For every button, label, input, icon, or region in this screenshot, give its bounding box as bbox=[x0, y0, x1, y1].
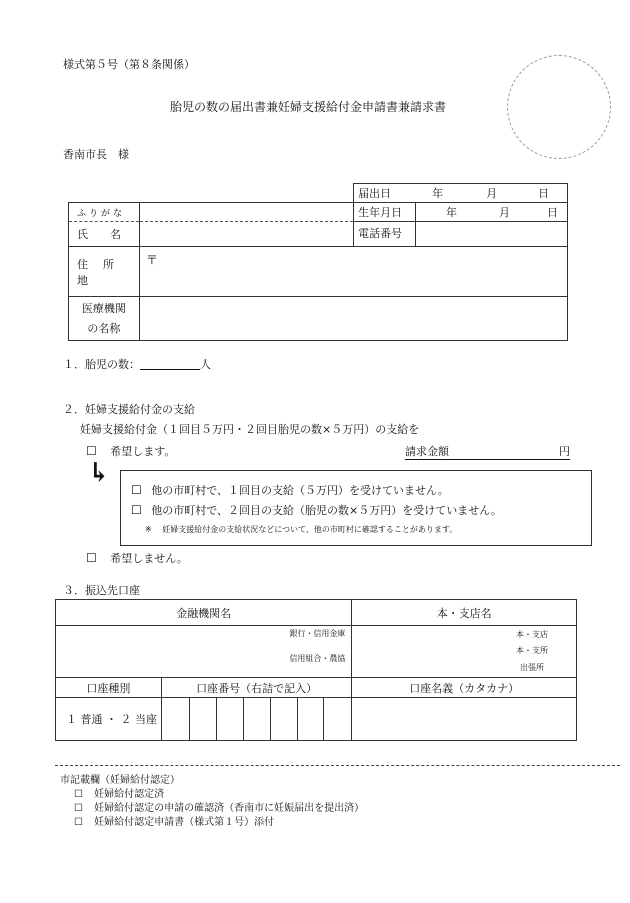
condition-1-checkbox[interactable]: ☐ bbox=[131, 483, 142, 497]
account-digit-5[interactable] bbox=[270, 698, 297, 741]
account-digit-4[interactable] bbox=[243, 698, 270, 741]
account-holder-header: 口座名義（カタカナ） bbox=[352, 678, 577, 698]
applicant-table bbox=[68, 183, 568, 341]
office-item-1-text: 妊婦給付認定済 bbox=[94, 789, 165, 800]
note-text: 妊婦支援給付金の支給状況などについて、他の市町村に確認することがあります。 bbox=[162, 525, 458, 534]
account-digit-2[interactable] bbox=[189, 698, 216, 741]
claim-amount-field[interactable] bbox=[405, 443, 570, 460]
wish-yes-row bbox=[86, 443, 175, 459]
office-item-3-text: 妊婦給付認定申請書（様式第１号）添付 bbox=[94, 817, 275, 828]
conditions-box bbox=[120, 470, 592, 546]
office-heading: 市記載欄（妊婦給付認定） bbox=[60, 775, 180, 786]
wish-yes-checkbox[interactable]: ☐ bbox=[86, 444, 97, 458]
condition-2 bbox=[131, 502, 502, 518]
birth-year: 年 bbox=[446, 206, 457, 219]
birth-day: 日 bbox=[547, 206, 558, 219]
bank-name-header: 金融機関名 bbox=[56, 600, 352, 626]
branch-header: 本・支店名 bbox=[352, 600, 577, 626]
office-divider bbox=[55, 765, 620, 766]
date-label: 届出日 bbox=[358, 187, 392, 200]
condition-2-text: 他の市町村で、２回目の支給（胎児の数×５万円）を受けていません。 bbox=[151, 504, 502, 517]
wish-no-checkbox[interactable]: ☐ bbox=[86, 551, 97, 565]
condition-1-text: 他の市町村で、１回目の支給（５万円）を受けていません。 bbox=[151, 484, 449, 497]
account-digit-6[interactable] bbox=[297, 698, 324, 741]
furigana-label: ふりがな bbox=[69, 203, 140, 222]
fetus-count-field[interactable] bbox=[140, 357, 200, 370]
account-type-header: 口座種別 bbox=[56, 678, 162, 698]
form-title: 胎児の数の届出書兼妊婦支援給付金申請書兼請求書 bbox=[170, 100, 447, 114]
claim-amount-label: 請求金額 bbox=[405, 445, 449, 458]
institution-label: 医療機関 の名称 bbox=[69, 297, 140, 341]
postal-mark: 〒 bbox=[145, 253, 158, 267]
office-item-1-checkbox[interactable]: ☐ bbox=[74, 789, 83, 800]
account-type-field[interactable]: １ 普通 ・ ２ 当座 bbox=[56, 698, 162, 741]
account-holder-field[interactable] bbox=[352, 698, 577, 741]
bank-type-2: 信用組合・農協 bbox=[289, 654, 346, 663]
birth-month: 月 bbox=[499, 206, 510, 219]
institution-field[interactable] bbox=[139, 297, 567, 341]
furigana-field[interactable] bbox=[139, 203, 353, 222]
wish-no-label: 希望しません。 bbox=[110, 552, 188, 565]
wish-yes-label: 希望します。 bbox=[110, 445, 176, 458]
fetus-count-row bbox=[63, 356, 211, 372]
office-item-2-text: 妊婦給付認定の申請の確認済（香南市に妊娠届出を提出済） bbox=[94, 803, 365, 814]
arrow-icon: ↳ bbox=[88, 458, 110, 488]
branch-type-1: 本・支店 bbox=[516, 630, 548, 639]
addressee: 香南市長 様 bbox=[63, 148, 129, 161]
bank-name-field[interactable] bbox=[56, 626, 352, 678]
name-field[interactable] bbox=[139, 222, 353, 247]
bank-type-1: 銀行・信用金庫 bbox=[289, 629, 346, 638]
note-mark: ※ bbox=[145, 525, 152, 534]
office-item-3 bbox=[74, 813, 274, 828]
fetus-count-label: １．胎児の数： bbox=[63, 358, 140, 371]
phone-field[interactable] bbox=[416, 222, 568, 247]
date-day: 日 bbox=[538, 187, 550, 200]
fetus-count-unit: 人 bbox=[200, 358, 211, 371]
phone-label: 電話番号 bbox=[354, 222, 416, 247]
birthdate-field[interactable] bbox=[416, 203, 568, 222]
branch-type-3: 出張所 bbox=[520, 663, 544, 672]
name-label: 氏 名 bbox=[69, 222, 140, 247]
address-label: 住 所 地 bbox=[69, 247, 140, 297]
office-item-1 bbox=[74, 785, 164, 800]
date-year: 年 bbox=[432, 187, 444, 200]
account-digit-1[interactable] bbox=[161, 698, 189, 741]
section2-description: 妊婦支援給付金（１回目５万円・２回目胎児の数×５万円）の支給を bbox=[80, 423, 420, 436]
bank-account-table bbox=[55, 599, 577, 741]
yen-label: 円 bbox=[559, 445, 570, 458]
wish-no-row bbox=[86, 550, 188, 566]
date-month: 月 bbox=[486, 187, 498, 200]
date-cell[interactable] bbox=[354, 184, 568, 203]
branch-field[interactable] bbox=[352, 626, 577, 678]
condition-note bbox=[145, 524, 457, 535]
section3-heading: ３．振込先口座 bbox=[63, 584, 140, 597]
account-digit-7[interactable] bbox=[324, 698, 352, 741]
receipt-stamp-area bbox=[507, 55, 611, 159]
office-item-2 bbox=[74, 799, 364, 814]
condition-1 bbox=[131, 482, 449, 498]
address-field[interactable] bbox=[139, 247, 567, 297]
birthdate-label: 生年月日 bbox=[354, 203, 416, 222]
office-item-3-checkbox[interactable]: ☐ bbox=[74, 817, 83, 828]
office-item-2-checkbox[interactable]: ☐ bbox=[74, 803, 83, 814]
branch-type-2: 本・支所 bbox=[516, 646, 548, 655]
section2-heading: ２．妊婦支援給付金の支給 bbox=[63, 403, 195, 416]
account-number-header: 口座番号（右詰で記入） bbox=[161, 678, 352, 698]
account-digit-3[interactable] bbox=[216, 698, 243, 741]
condition-2-checkbox[interactable]: ☐ bbox=[131, 503, 142, 517]
form-number: 様式第５号（第８条関係） bbox=[63, 58, 195, 71]
